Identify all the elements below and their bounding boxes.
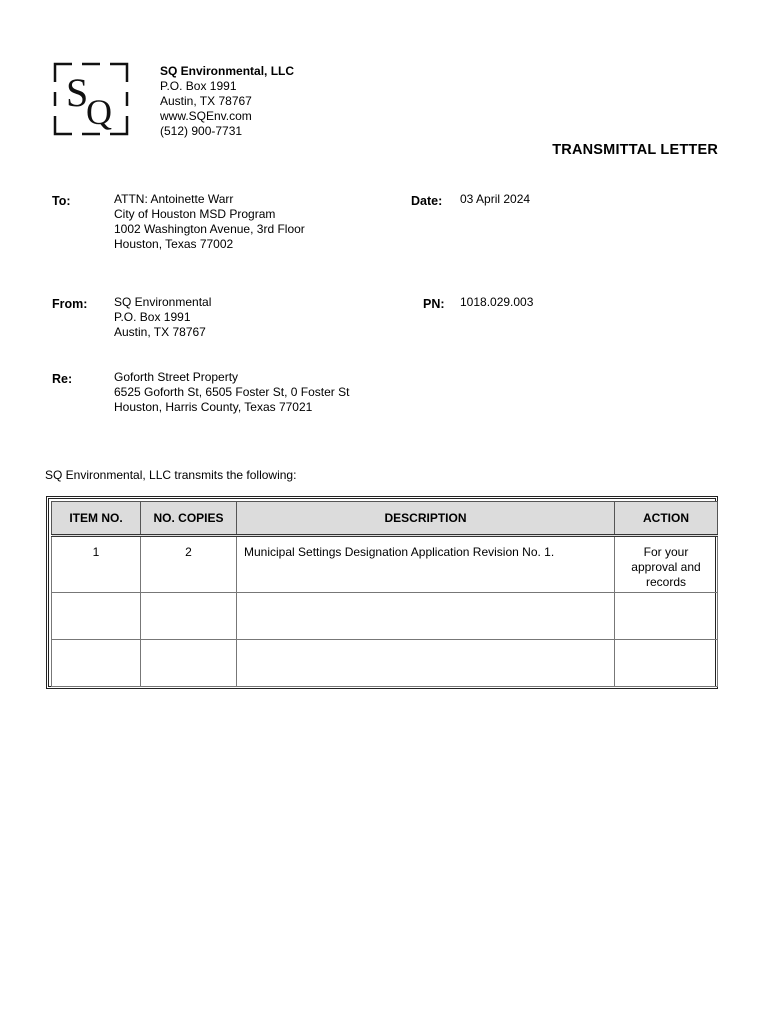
document-title: TRANSMITTAL LETTER — [552, 142, 718, 158]
to-line: Houston, Texas 77002 — [114, 237, 234, 251]
table-header-row — [52, 502, 718, 536]
date-value: 03 April 2024 — [460, 192, 531, 206]
re-line: 6525 Goforth St, 6505 Foster St, 0 Foster St — [114, 385, 350, 399]
from-label: From: — [52, 297, 88, 311]
table-row — [52, 536, 718, 593]
company-address-line-2: Austin, TX 78767 — [160, 94, 252, 108]
company-website: www.SQEnv.com — [160, 109, 252, 123]
re-details — [114, 370, 349, 415]
copies-cell — [141, 640, 237, 687]
action-cell — [615, 593, 718, 640]
header-no-copies: NO. COPIES — [141, 502, 237, 536]
header-description: DESCRIPTION — [237, 502, 615, 536]
copies-cell — [141, 593, 237, 640]
to-line: City of Houston MSD Program — [114, 207, 276, 221]
intro-text: SQ Environmental, LLC transmits the following: — [45, 468, 297, 482]
table-row — [52, 640, 718, 687]
from-line: P.O. Box 1991 — [114, 310, 191, 324]
to-line: ATTN: Antoinette Warr — [114, 192, 234, 206]
item-no-cell — [52, 640, 141, 687]
pn-value: 1018.029.003 — [460, 295, 534, 309]
company-header — [160, 64, 294, 139]
table-row — [52, 593, 718, 640]
action-cell — [615, 536, 718, 593]
re-line: Goforth Street Property — [114, 370, 239, 384]
date-label: Date: — [411, 194, 443, 208]
svg-text:Q: Q — [86, 92, 112, 132]
action-line: records — [645, 575, 686, 589]
transmittal-table — [51, 501, 718, 687]
item-no-cell — [52, 593, 141, 640]
header-action: ACTION — [615, 502, 718, 536]
item-no-cell: 1 — [52, 536, 141, 593]
description-cell: Municipal Settings Designation Application Revision No. 1. — [237, 536, 615, 593]
transmittal-table-frame — [46, 496, 718, 689]
re-label: Re: — [52, 372, 73, 386]
re-line: Houston, Harris County, Texas 77021 — [114, 400, 313, 414]
header-item-no: ITEM NO. — [52, 502, 141, 536]
action-line: approval and — [631, 560, 701, 574]
company-phone: (512) 900-7731 — [160, 124, 243, 138]
from-address — [114, 295, 211, 340]
to-line: 1002 Washington Avenue, 3rd Floor — [114, 222, 305, 236]
from-line: SQ Environmental — [114, 295, 212, 309]
svg-text:S: S — [66, 70, 89, 115]
description-cell — [237, 640, 615, 687]
to-label: To: — [52, 194, 71, 208]
from-line: Austin, TX 78767 — [114, 325, 206, 339]
company-logo — [52, 60, 130, 138]
to-address — [114, 192, 305, 252]
copies-cell: 2 — [141, 536, 237, 593]
pn-label: PN: — [423, 297, 445, 311]
action-cell — [615, 640, 718, 687]
action-line: For your — [643, 545, 689, 559]
company-address-line-1: P.O. Box 1991 — [160, 79, 237, 93]
description-cell — [237, 593, 615, 640]
company-name: SQ Environmental, LLC — [160, 64, 295, 78]
